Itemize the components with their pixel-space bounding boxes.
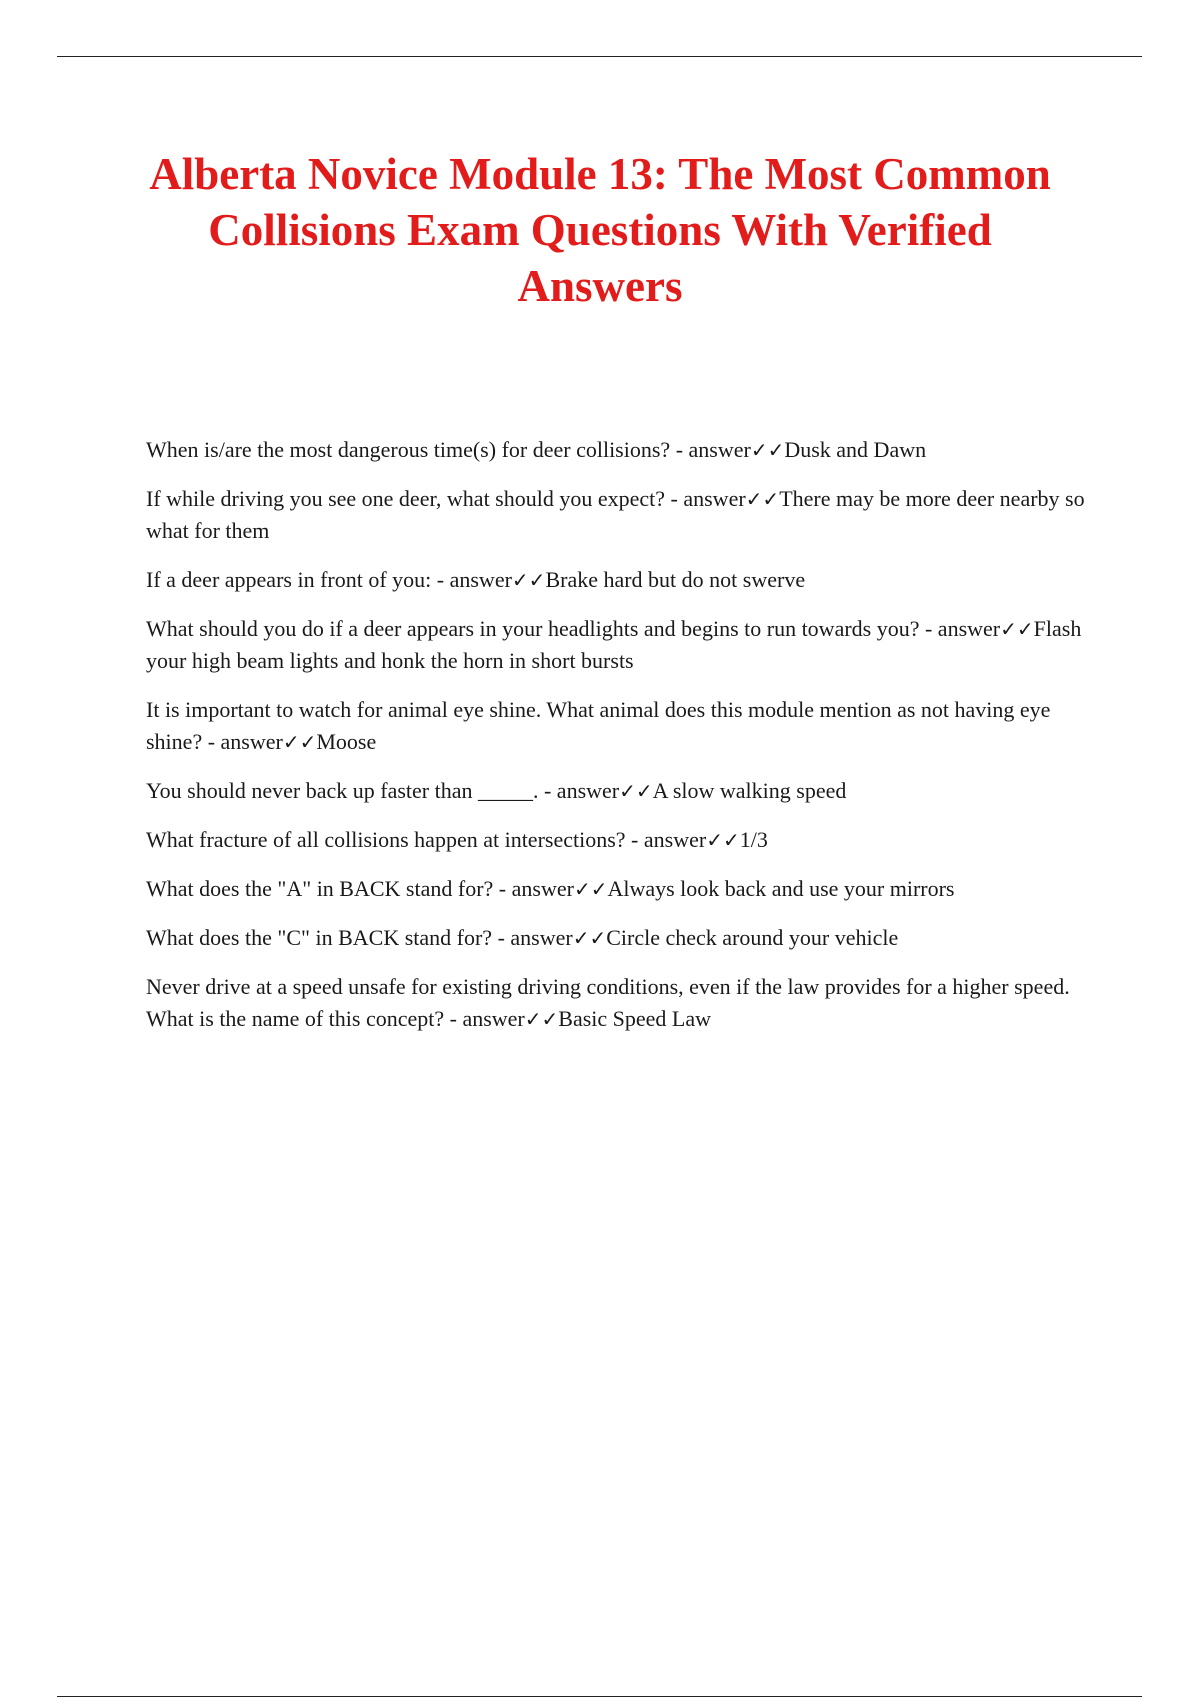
check-marks-icon: ✓✓ [573, 877, 608, 901]
qa-item [146, 564, 1096, 596]
answer-text: Always look back and use your mirrors [607, 876, 955, 901]
check-marks-icon: ✓✓ [706, 828, 740, 852]
question-text: If while driving you see one deer, what should you expect? [146, 486, 666, 511]
qa-item [146, 434, 1096, 466]
answer-separator: - answer [625, 827, 707, 852]
answer-text: Moose [316, 729, 377, 754]
answer-text: Flash your high beam lights and honk the horn in short bursts [146, 616, 1082, 673]
qa-item [146, 694, 1096, 758]
answer-separator: - answer [538, 778, 620, 803]
answer-separator: - answer [492, 925, 573, 950]
check-marks-icon: ✓✓ [524, 1007, 559, 1031]
answer-separator: - answer [665, 486, 746, 511]
question-text: What fracture of all collisions happen at intersections? [146, 827, 626, 852]
answer-text: A slow walking speed [652, 778, 847, 803]
question-text: You should never back up faster than _____. [146, 778, 539, 803]
qa-item [146, 873, 1096, 905]
answer-separator: - answer [444, 1006, 525, 1031]
answer-text: Brake hard but do not swerve [545, 567, 806, 592]
qa-item [146, 971, 1096, 1035]
check-marks-icon: ✓✓ [1000, 617, 1034, 641]
answer-text: Dusk and Dawn [784, 437, 927, 462]
question-text: What does the "C" in BACK stand for? [146, 925, 493, 950]
answer-separator: - answer [919, 616, 1001, 641]
question-text: If a deer appears in front of you: [146, 567, 432, 592]
question-text: What should you do if a deer appears in your headlights and begins to run towards you? [146, 616, 920, 641]
qa-item [146, 775, 1096, 807]
qa-list [146, 434, 1096, 1052]
check-marks-icon: ✓✓ [745, 487, 780, 511]
question-text: Never drive at a speed unsafe for existing driving conditions, even if the law provides for a higher speed. What is the name of this concept? [146, 974, 1070, 1031]
check-marks-icon: ✓✓ [572, 926, 607, 950]
qa-item [146, 922, 1096, 954]
check-marks-icon: ✓✓ [511, 568, 546, 592]
answer-text: Basic Speed Law [558, 1006, 712, 1031]
document-title: Alberta Novice Module 13: The Most Common Collisions Exam Questions With Verified Answers [149, 149, 1051, 311]
check-marks-icon: ✓✓ [619, 779, 653, 803]
question-text: What does the "A" in BACK stand for? [146, 876, 494, 901]
check-marks-icon: ✓✓ [282, 730, 317, 754]
question-text: When is/are the most dangerous time(s) for deer collisions? [146, 437, 671, 462]
answer-separator: - answer [493, 876, 574, 901]
qa-item [146, 613, 1096, 677]
qa-item [146, 483, 1096, 547]
top-rule [57, 56, 1142, 57]
answer-separator: - answer [431, 567, 512, 592]
answer-separator: - answer [202, 729, 283, 754]
answer-text: Circle check around your vehicle [606, 925, 899, 950]
bottom-rule [57, 1696, 1142, 1697]
question-text: It is important to watch for animal eye shine. What animal does this module mention as not having eye shine? [146, 697, 1051, 754]
answer-text: 1/3 [739, 827, 768, 852]
qa-item [146, 824, 1096, 856]
answer-text: There may be more deer nearby so what for them [146, 486, 1085, 543]
answer-separator: - answer [670, 437, 751, 462]
check-marks-icon: ✓✓ [750, 438, 785, 462]
